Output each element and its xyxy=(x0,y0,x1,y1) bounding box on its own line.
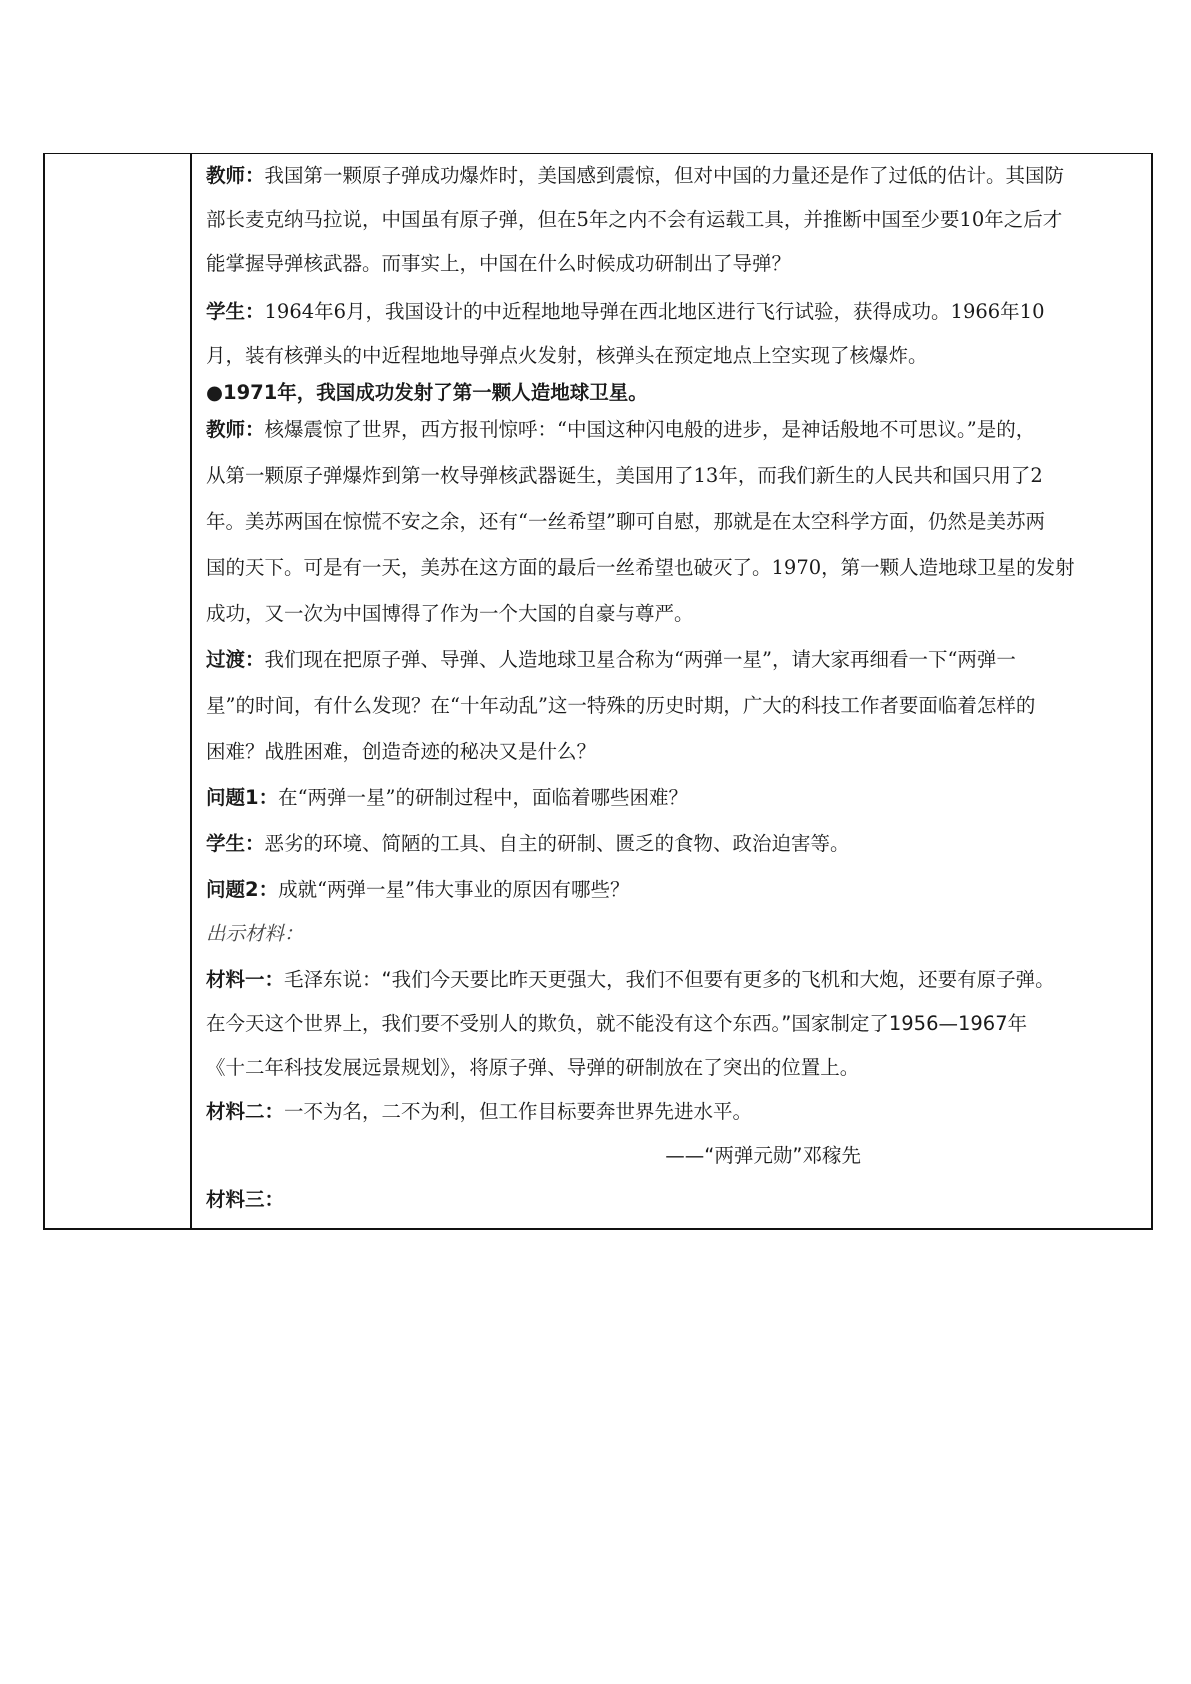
material-1-line-3: 《十二年科技发展远景规划》，将原子弹、导弹的研制放在了突出的位置上。 xyxy=(206,1056,860,1079)
material-1-line-2: 在今天这个世界上，我们要不受别人的欺负，就不能没有这个东西。”国家制定了1956—1967年 xyxy=(206,1012,1028,1035)
student-line-2: 月，装有核弹头的中近程地地导弹点火发射，核弹头在预定地点上空实现了核爆炸。 xyxy=(206,344,928,367)
teacher2-line-4: 国的天下。可是有一天，美苏在这方面的最后一丝希望也破灭了。1970，第一颗人造地球卫星的发射 xyxy=(206,556,1075,579)
transition-line-2: 星”的时间，有什么发现？在“十年动乱”这一特殊的历史时期，广大的科技工作者要面临着怎样的 xyxy=(206,694,1036,717)
question-1: 问题1：在“两弹一星”的研制过程中，面临着哪些困难？ xyxy=(206,786,689,809)
transition-line-1: 过渡：我们现在把原子弹、导弹、人造地球卫星合称为“两弹一星”，请大家再细看一下“两弹一 xyxy=(206,648,1016,671)
show-materials: 出示材料： xyxy=(206,922,304,945)
transition-line-3: 困难？战胜困难，创造奇迹的秘决又是什么？ xyxy=(206,740,597,763)
table-content-cell xyxy=(194,154,1151,1228)
question-2: 问题2：成就“两弹一星”伟大事业的原因有哪些？ xyxy=(206,878,630,901)
teacher-line-1: 教师：我国第一颗原子弹成功爆炸时，美国感到震惊，但对中国的力量还是作了过低的估计。其国防 xyxy=(206,164,1065,187)
teacher2-line-3: 年。美苏两国在惊慌不安之余，还有“一丝希望”聊可自慰，那就是在太空科学方面，仍然是美苏两 xyxy=(206,510,1045,533)
table-left-cell xyxy=(45,154,192,1228)
teacher-line-3: 能掌握导弹核武器。而事实上，中国在什么时候成功研制出了导弹？ xyxy=(206,252,792,275)
teacher2-line-5: 成功，又一次为中国博得了作为一个大国的自豪与尊严。 xyxy=(206,602,694,625)
teacher-line-2: 部长麦克纳马拉说，中国虽有原子弹，但在5年之内不会有运载工具，并推断中国至少要10年之后才 xyxy=(206,208,1063,231)
teacher2-line-1: 教师：核爆震惊了世界，西方报刊惊呼：“中国这种闪电般的进步，是神话般地不可思议。”是的， xyxy=(206,418,1036,441)
student-line-1: 学生：1964年6月，我国设计的中近程地地导弹在西北地区进行飞行试验，获得成功。1966年10 xyxy=(206,300,1045,323)
student-answer: 学生：恶劣的环境、简陋的工具、自主的研制、匮乏的食物、政治迫害等。 xyxy=(206,832,850,855)
bullet-heading: ●1971年，我国成功发射了第一颗人造地球卫星。 xyxy=(206,381,648,404)
material-3: 材料三： xyxy=(206,1188,285,1211)
lesson-table xyxy=(43,153,1153,1230)
material-1-line-1: 材料一：毛泽东说：“我们今天要比昨天更强大，我们不但要有更多的飞机和大炮，还要有原子弹。 xyxy=(206,968,1055,991)
teacher2-line-2: 从第一颗原子弹爆炸到第一枚导弹核武器诞生，美国用了13年，而我们新生的人民共和国只用了2 xyxy=(206,464,1043,487)
material-2-attribution: ——“两弹元勋”邓稼先 xyxy=(665,1144,861,1167)
material-2: 材料二：一不为名，二不为利，但工作目标要奔世界先进水平。 xyxy=(206,1100,753,1123)
